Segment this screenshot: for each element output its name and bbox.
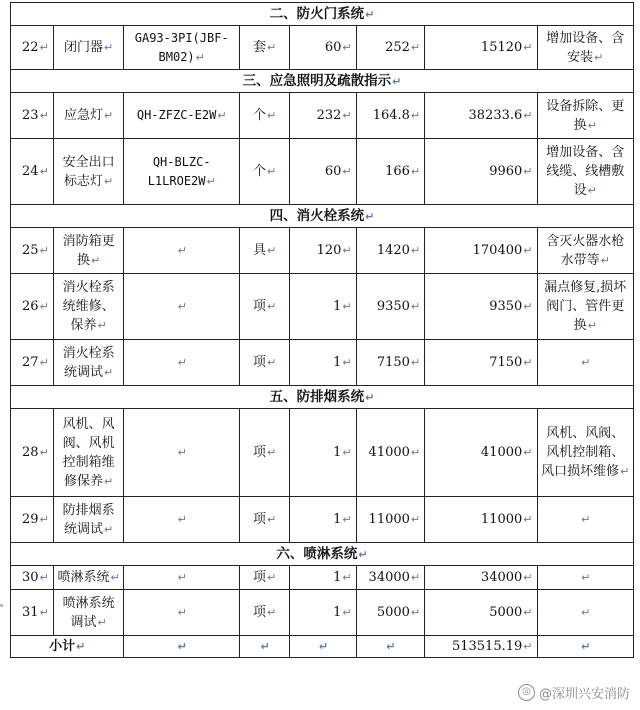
cell-text: 26 (22, 299, 39, 314)
table-row (11, 566, 634, 590)
cell-text: 11000 (480, 512, 523, 527)
paragraph-mark-icon: ↵ (39, 244, 49, 257)
margin-dot (0, 604, 3, 607)
cell-text: 增加设备、含安装 (546, 30, 625, 65)
paragraph-mark-icon: ↵ (587, 319, 597, 332)
cell-text: 喷淋系统 (57, 570, 110, 585)
table-cell (240, 93, 290, 139)
cell-text: 60 (324, 40, 342, 55)
paragraph-mark-icon: ↵ (581, 513, 591, 526)
paragraph-mark-icon: ↵ (177, 356, 187, 369)
cell-text: 风机、风阀、风机控制箱、风口损坏维修 (541, 426, 625, 479)
paragraph-mark-icon: ↵ (267, 356, 277, 369)
cell-text: 15120 (480, 40, 523, 55)
table-cell (290, 139, 356, 205)
cell-text: 11000 (368, 512, 410, 527)
table-cell (425, 93, 537, 139)
table-cell (240, 340, 290, 386)
table-cell (356, 93, 424, 139)
paragraph-mark-icon: ↵ (267, 446, 277, 459)
section-header-smoke-control (11, 386, 634, 409)
table-row (11, 93, 634, 139)
table-cell (53, 93, 124, 139)
table-cell (11, 409, 54, 497)
subtotal-label: 小计 (49, 639, 76, 654)
table-cell (290, 590, 356, 636)
paragraph-mark-icon: ↵ (104, 41, 114, 54)
paragraph-mark-icon: ↵ (523, 244, 533, 257)
paragraph-mark-icon: ↵ (177, 571, 187, 584)
cell-text: 项 (253, 570, 267, 585)
table-cell (537, 497, 634, 543)
paragraph-mark-icon: ↵ (39, 109, 49, 122)
paragraph-mark-icon: ↵ (581, 606, 591, 619)
paragraph-mark-icon: ↵ (267, 513, 277, 526)
cell-text: 34000 (368, 570, 410, 585)
table-cell (53, 497, 124, 543)
paragraph-mark-icon: ↵ (358, 547, 368, 561)
paragraph-mark-icon: ↵ (267, 300, 277, 313)
table-cell (11, 70, 634, 93)
paragraph-mark-icon: ↵ (410, 300, 421, 313)
cell-text: 项 (253, 512, 267, 527)
paragraph-mark-icon: ↵ (177, 300, 187, 313)
table-cell (11, 205, 634, 228)
paragraph-mark-icon: ↵ (410, 513, 421, 526)
paragraph-mark-icon: ↵ (97, 615, 107, 629)
watermark-text: @深圳兴安消防 (538, 687, 630, 702)
paragraph-mark-icon: ↵ (342, 165, 352, 178)
paragraph-mark-icon: ↵ (39, 41, 49, 54)
table-cell (124, 497, 240, 543)
paragraph-mark-icon: ↵ (410, 571, 421, 584)
cell-text: 喷淋系统调试 (62, 595, 115, 630)
table-cell (425, 566, 537, 590)
paragraph-mark-icon: ↵ (177, 640, 187, 653)
paragraph-mark-icon: ↵ (581, 571, 591, 584)
cell-text: 252 (385, 40, 410, 55)
paragraph-mark-icon: ↵ (342, 41, 352, 54)
cell-text: 232 (316, 108, 342, 123)
cell-text: 含灭火器水枪水带等 (546, 233, 625, 268)
table-cell (124, 139, 240, 205)
cell-text: 消防箱更换 (62, 233, 115, 268)
paragraph-mark-icon: ↵ (267, 244, 277, 257)
paragraph-mark-icon: ↵ (410, 606, 421, 619)
table-cell (425, 26, 537, 70)
table-cell (537, 340, 634, 386)
table-cell (124, 566, 240, 590)
table-cell (425, 340, 537, 386)
table-cell (53, 590, 124, 636)
paragraph-mark-icon: ↵ (523, 446, 533, 459)
cell-text: 项 (253, 299, 267, 314)
table-cell (124, 228, 240, 274)
table-cell (356, 139, 424, 205)
table-cell (425, 274, 537, 340)
table-cell (11, 139, 54, 205)
paragraph-mark-icon: ↵ (410, 356, 421, 369)
paragraph-mark-icon: ↵ (267, 109, 277, 122)
cell-text: 41000 (480, 445, 523, 460)
table-cell (53, 274, 124, 340)
table-cell (11, 566, 54, 590)
paragraph-mark-icon: ↵ (620, 465, 630, 478)
cell-text: 120 (316, 243, 342, 258)
paragraph-mark-icon: ↵ (342, 513, 352, 526)
cell-text: 28 (22, 445, 39, 460)
paragraph-mark-icon: ↵ (587, 184, 597, 197)
table-cell (11, 3, 634, 26)
cell-text: QH-ZFZC-E2W (136, 108, 217, 122)
table-cell (290, 26, 356, 70)
watermark-logo-icon: ◎ (518, 684, 535, 701)
table-cell (537, 228, 634, 274)
table-cell (11, 340, 54, 386)
cell-text: 消火栓系统调试 (62, 345, 115, 380)
table-cell (425, 228, 537, 274)
table-cell (537, 139, 634, 205)
paragraph-mark-icon: ↵ (318, 640, 329, 653)
paragraph-mark-icon: ↵ (267, 606, 277, 619)
table-cell (240, 274, 290, 340)
paragraph-mark-icon: ↵ (581, 640, 591, 653)
table-cell (425, 636, 537, 658)
paragraph-mark-icon: ↵ (523, 165, 533, 178)
cell-text: 164.8 (372, 108, 410, 123)
table-cell (11, 228, 54, 274)
paragraph-mark-icon: ↵ (342, 571, 352, 584)
cell-text: 项 (253, 605, 267, 620)
cell-text: 5000 (489, 605, 523, 620)
section-header-emergency-lighting (11, 70, 634, 93)
table-row (11, 409, 634, 497)
table-cell (537, 93, 634, 139)
table-cell (124, 340, 240, 386)
paragraph-mark-icon: ↵ (342, 446, 352, 459)
table-cell (290, 409, 356, 497)
paragraph-mark-icon: ↵ (217, 109, 227, 122)
table-row (11, 590, 634, 636)
cell-text: 23 (22, 108, 39, 123)
cell-text: 7150 (376, 355, 410, 370)
cell-text: 防排烟系统调试 (62, 502, 115, 537)
table-cell (537, 636, 634, 658)
cell-text: 设备拆除、更换 (546, 98, 625, 133)
paragraph-mark-icon: ↵ (267, 165, 277, 178)
paragraph-mark-icon: ↵ (177, 606, 187, 619)
cell-text: 项 (253, 445, 267, 460)
paragraph-mark-icon: ↵ (523, 513, 533, 526)
paragraph-mark-icon: ↵ (177, 513, 187, 526)
paragraph-mark-icon: ↵ (392, 74, 402, 88)
section-title: 三、应急照明及疏散指示 (242, 72, 392, 89)
paragraph-mark-icon: ↵ (104, 474, 114, 488)
paragraph-mark-icon: ↵ (410, 41, 421, 54)
paragraph-mark-icon: ↵ (177, 446, 187, 459)
table-cell (537, 274, 634, 340)
paragraph-mark-icon: ↵ (410, 109, 421, 122)
table-cell (537, 566, 634, 590)
paragraph-mark-icon: ↵ (39, 165, 49, 178)
subtotal-row (11, 636, 634, 658)
section-title: 六、喷淋系统 (276, 545, 358, 562)
paragraph-mark-icon: ↵ (410, 244, 421, 257)
table-cell (240, 228, 290, 274)
cell-text: 应急灯 (63, 108, 103, 123)
table-cell (53, 26, 124, 70)
cell-text: 闭门器 (63, 40, 103, 55)
table-cell (240, 636, 290, 658)
cell-text: 消火栓系统维修、保养 (62, 280, 115, 333)
paragraph-mark-icon: ↵ (342, 606, 352, 619)
table-cell (425, 590, 537, 636)
table-cell (290, 228, 356, 274)
paragraph-mark-icon: ↵ (39, 571, 49, 584)
paragraph-mark-icon: ↵ (342, 356, 352, 369)
cell-text: 1 (333, 570, 342, 585)
cell-text: 项 (253, 355, 267, 370)
paragraph-mark-icon: ↵ (410, 446, 421, 459)
table-cell (124, 409, 240, 497)
table-cell (537, 590, 634, 636)
table-cell (290, 497, 356, 543)
cell-text: 24 (22, 164, 39, 179)
section-title: 四、消火栓系统 (269, 207, 365, 224)
paragraph-mark-icon: ↵ (365, 7, 375, 21)
cell-text: 个 (253, 164, 267, 179)
table-cell (290, 636, 356, 658)
paragraph-mark-icon: ↵ (342, 109, 352, 122)
table-row (11, 26, 634, 70)
cell-text: 安全出口标志灯 (62, 154, 115, 189)
table-cell (53, 139, 124, 205)
paragraph-mark-icon: ↵ (206, 174, 216, 188)
cell-text: 34000 (480, 570, 523, 585)
cell-text: 30 (22, 570, 39, 585)
cell-text: GA93-3PI(JBF-BM02) (134, 30, 229, 64)
section-header-fire-doors (11, 3, 634, 26)
cell-text: 风机、风阀、风机控制箱维修保养 (62, 416, 115, 489)
table-cell (124, 590, 240, 636)
table-cell (124, 636, 240, 658)
paragraph-mark-icon: ↵ (267, 41, 277, 54)
table-cell (240, 139, 290, 205)
cell-text: 166 (385, 164, 410, 179)
table-cell (290, 93, 356, 139)
cell-text: 1420 (376, 243, 410, 258)
watermark (518, 683, 630, 702)
cell-text: 25 (22, 243, 39, 258)
paragraph-mark-icon: ↵ (587, 118, 597, 132)
paragraph-mark-icon: ↵ (581, 356, 591, 369)
table-cell (11, 274, 54, 340)
paragraph-mark-icon: ↵ (267, 571, 277, 584)
subtotal-value: 513515.19 (451, 639, 523, 654)
table-cell (11, 590, 54, 636)
paragraph-mark-icon: ↵ (523, 41, 533, 54)
section-header-hydrant (11, 205, 634, 228)
table-cell (124, 93, 240, 139)
cell-text: 7150 (489, 355, 523, 370)
section-title: 二、防火门系统 (269, 5, 365, 22)
paragraph-mark-icon: ↵ (39, 513, 49, 526)
paragraph-mark-icon: ↵ (91, 253, 101, 267)
table-cell (240, 590, 290, 636)
paragraph-mark-icon: ↵ (342, 244, 352, 257)
cell-text: 31 (22, 605, 39, 620)
cell-text: 个 (253, 108, 267, 123)
cell-text: 170400 (472, 243, 523, 258)
paragraph-mark-icon: ↵ (104, 522, 114, 536)
table-cell (11, 26, 54, 70)
paragraph-mark-icon: ↵ (39, 300, 49, 313)
cell-text: 套 (253, 40, 267, 55)
cell-text: 9350 (489, 299, 523, 314)
table-cell (356, 409, 424, 497)
table-row (11, 497, 634, 543)
table-row (11, 139, 634, 205)
cell-text: 1 (333, 445, 342, 460)
cell-text: 5000 (376, 605, 410, 620)
paragraph-mark-icon: ↵ (386, 640, 396, 653)
table-cell (425, 409, 537, 497)
table-cell (356, 26, 424, 70)
table-cell (425, 497, 537, 543)
table-cell (356, 590, 424, 636)
cell-text: 29 (22, 512, 39, 527)
paragraph-mark-icon: ↵ (177, 244, 187, 257)
paragraph-mark-icon: ↵ (410, 165, 421, 178)
cell-text: 9960 (489, 164, 523, 179)
table-cell (240, 409, 290, 497)
table-cell (290, 566, 356, 590)
cell-text: 9350 (376, 299, 410, 314)
table-cell (53, 340, 124, 386)
cell-text: 1 (333, 605, 342, 620)
paragraph-mark-icon: ↵ (523, 356, 533, 369)
table-cell (124, 274, 240, 340)
paragraph-mark-icon: ↵ (110, 571, 120, 584)
cell-text: 漏点修复,损坏阀门、管件更换 (544, 280, 627, 333)
cell-text: 1 (333, 355, 342, 370)
table-cell (11, 386, 634, 409)
table-cell (240, 26, 290, 70)
paragraph-mark-icon: ↵ (39, 606, 49, 619)
table-cell (11, 543, 634, 566)
paragraph-mark-icon: ↵ (365, 209, 375, 223)
table-cell (356, 497, 424, 543)
table-row (11, 228, 634, 274)
paragraph-mark-icon: ↵ (594, 50, 604, 64)
paragraph-mark-icon: ↵ (39, 356, 49, 369)
cell-text: 27 (22, 355, 39, 370)
paragraph-mark-icon: ↵ (342, 300, 352, 313)
cell-text: 1 (333, 512, 342, 527)
paragraph-mark-icon: ↵ (523, 606, 533, 619)
table-cell (11, 636, 124, 658)
cell-text: QH-BLZC-L1LROE2W (147, 154, 211, 188)
paragraph-mark-icon: ↵ (600, 253, 610, 267)
table-cell (11, 497, 54, 543)
cell-text: 60 (324, 164, 342, 179)
paragraph-mark-icon: ↵ (104, 109, 114, 122)
paragraph-mark-icon: ↵ (76, 640, 86, 653)
paragraph-mark-icon: ↵ (260, 640, 270, 653)
paragraph-mark-icon: ↵ (523, 571, 533, 584)
cell-text: 22 (22, 40, 39, 55)
table-cell (356, 340, 424, 386)
table-cell (537, 26, 634, 70)
table-cell (537, 409, 634, 497)
cell-text: 具 (253, 243, 267, 258)
cell-text: 1 (333, 299, 342, 314)
paragraph-mark-icon: ↵ (97, 319, 107, 332)
paragraph-mark-icon: ↵ (523, 300, 533, 313)
paragraph-mark-icon: ↵ (195, 50, 205, 64)
table-cell (290, 340, 356, 386)
table-cell (240, 497, 290, 543)
table-cell (11, 93, 54, 139)
paragraph-mark-icon: ↵ (523, 640, 533, 653)
table-cell (425, 139, 537, 205)
paragraph-mark-icon: ↵ (39, 446, 49, 459)
table-row (11, 340, 634, 386)
cell-text: 41000 (368, 445, 410, 460)
table-cell (356, 228, 424, 274)
table-cell (124, 26, 240, 70)
paragraph-mark-icon: ↵ (104, 174, 114, 188)
paragraph-mark-icon: ↵ (523, 109, 533, 122)
section-header-sprinkler (11, 543, 634, 566)
cell-text: 38233.6 (468, 108, 523, 123)
table-cell (356, 274, 424, 340)
table-cell (53, 228, 124, 274)
table-row (11, 274, 634, 340)
quote-table (10, 2, 634, 658)
table-cell (290, 274, 356, 340)
table-cell (240, 566, 290, 590)
paragraph-mark-icon: ↵ (104, 365, 114, 379)
paragraph-mark-icon: ↵ (365, 390, 375, 404)
section-title: 五、防排烟系统 (269, 388, 365, 405)
table-cell (53, 566, 124, 590)
table-cell (356, 566, 424, 590)
cell-text: 增加设备、含线缆、线槽敷设 (546, 145, 625, 198)
table-cell (356, 636, 424, 658)
table-cell (53, 409, 124, 497)
